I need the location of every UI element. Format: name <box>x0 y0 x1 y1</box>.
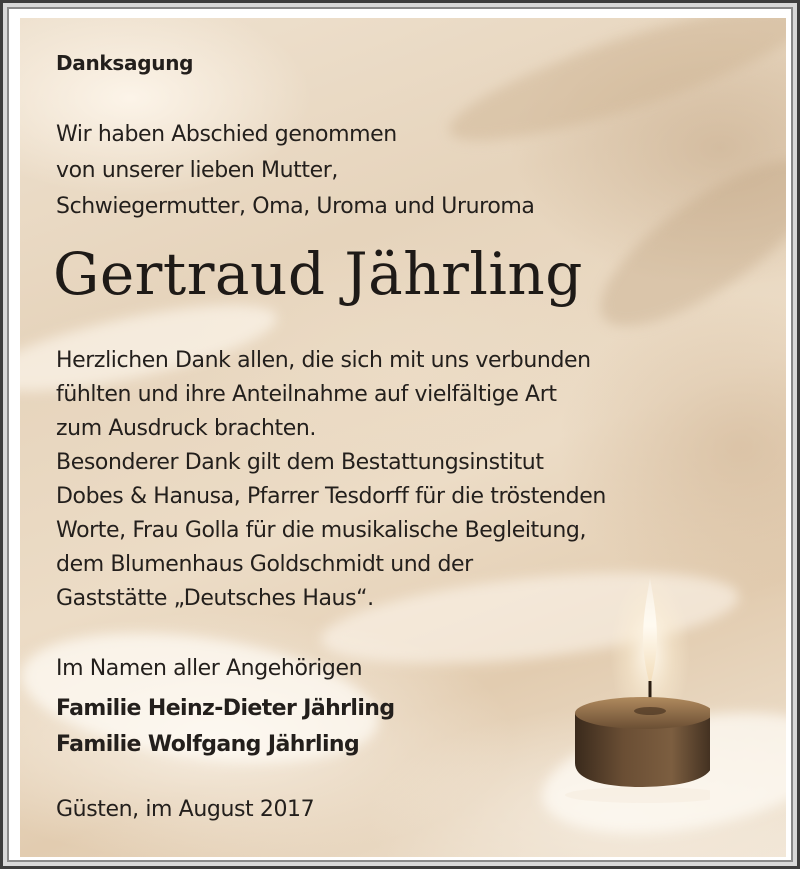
deceased-name: Gertraud Jährling <box>53 240 583 308</box>
signatory: Familie Wolfgang Jährling <box>56 732 360 757</box>
thanks-body <box>56 344 606 616</box>
notice-card <box>20 18 786 857</box>
candle-icon <box>550 563 710 803</box>
body-line: Dobes & Hanusa, Pfarrer Tesdorff für die tröstenden <box>56 484 606 509</box>
body-line: zum Ausdruck brachten. <box>56 416 316 441</box>
body-line: Worte, Frau Golla für die musikalische Begleitung, <box>56 518 587 543</box>
wax-pool <box>634 707 666 715</box>
signatory: Familie Heinz-Dieter Jährling <box>56 696 395 721</box>
intro-text <box>56 117 535 225</box>
body-line: Herzlichen Dank allen, die sich mit uns verbunden <box>56 348 591 373</box>
signatories <box>56 691 395 763</box>
intro-line: von unserer lieben Mutter, <box>56 158 338 183</box>
body-line: fühlten und ihre Anteilnahme auf vielfältige Art <box>56 382 557 407</box>
notice-heading: Danksagung <box>56 51 194 75</box>
feather-decoration <box>578 132 786 355</box>
intro-line: Wir haben Abschied genommen <box>56 122 397 147</box>
place-date: Güsten, im August 2017 <box>56 797 315 822</box>
body-line: dem Blumenhaus Goldschmidt und der <box>56 552 473 577</box>
intro-line: Schwiegermutter, Oma, Uroma und Ururoma <box>56 194 535 219</box>
feather-base <box>565 787 710 803</box>
signature-intro: Im Namen aller Angehörigen <box>56 656 363 681</box>
body-line: Gaststätte „Deutsches Haus“. <box>56 586 374 611</box>
body-line: Besonderer Dank gilt dem Bestattungsinstitut <box>56 450 544 475</box>
